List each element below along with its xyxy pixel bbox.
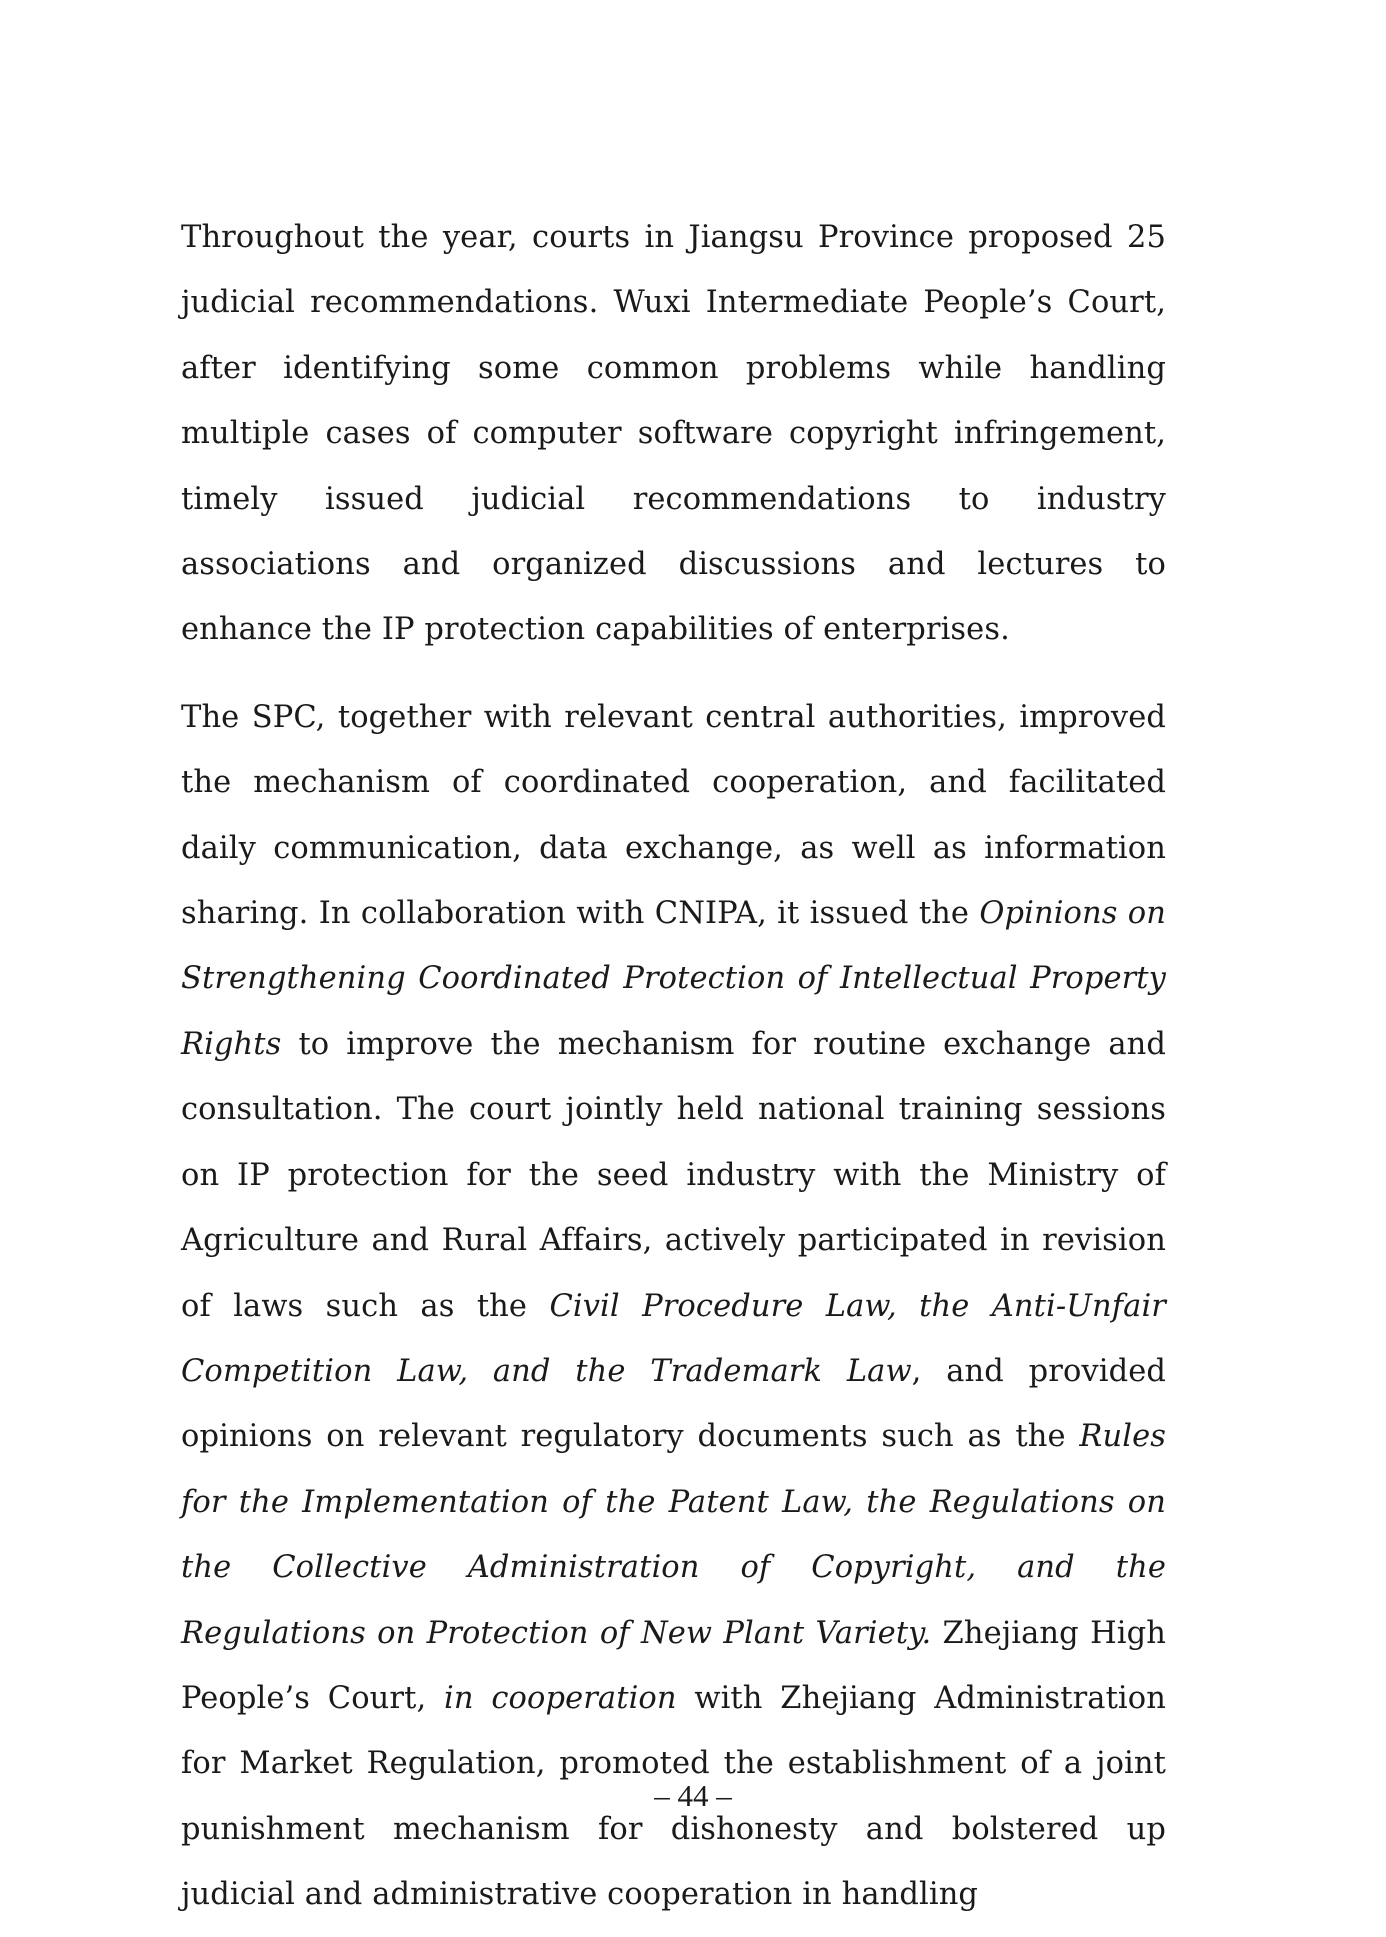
italic-phrase: in cooperation [444,1680,677,1716]
body-text [181,205,1166,1928]
paragraph-text-segment: to improve the mechanism for routine exchange and consultation. The court jointly held national training sessions on IP protection for the seed industry with the Ministry of Agriculture and Rural Affairs, actively participated in revision of laws such as the [181,1026,1166,1324]
paragraph-spc-cooperation [181,685,1166,1928]
paragraph-text-segment: with Zhejiang Administration for Market Regulation, promoted the establishment of a joint punishment mechanism for dishonesty and bolstered up judicial and administrative cooperation in handling [181,1680,1166,1913]
paragraph-text-segment: Zhejiang High People’s Court, [181,1615,1166,1716]
paragraph-text: Throughout the year, courts in Jiangsu Province proposed 25 judicial recommendations. Wuxi Intermediate People’s Court, after identifying some common problems while handling multiple cases of computer software copyright infringement, timely issued judicial recommendations to industry associations and organized discussions and lectures to enhance the IP protection capabilities of enterprises. [181,220,1166,648]
paragraph-text-segment: The SPC, together with relevant central authorities, improved the mechanism of coordinated cooperation, and facilitated daily communication, data exchange, as well as information sharing. In collaboration with CNIPA, it issued the [181,699,1166,932]
law-titles: Civil Procedure Law, the Anti-Unfair Competition Law, and the Trademark Law [181,1288,1166,1389]
regulation-titles: Rules for the Implementation of the Patent Law, the Regulations on the Collective Administration of Copyright, and the Regulations on Protection of New Plant Variety. [181,1419,1166,1651]
paragraph-text-segment: , and provided opinions on relevant regulatory documents such as the [181,1353,1167,1455]
document-title-opinions: Opinions on Strengthening Coordinated Protection of Intellectual Property Rights [181,896,1167,1062]
paragraph-jiangsu-recommendations [181,205,1166,663]
page-number: – 44 – [654,1778,732,1813]
